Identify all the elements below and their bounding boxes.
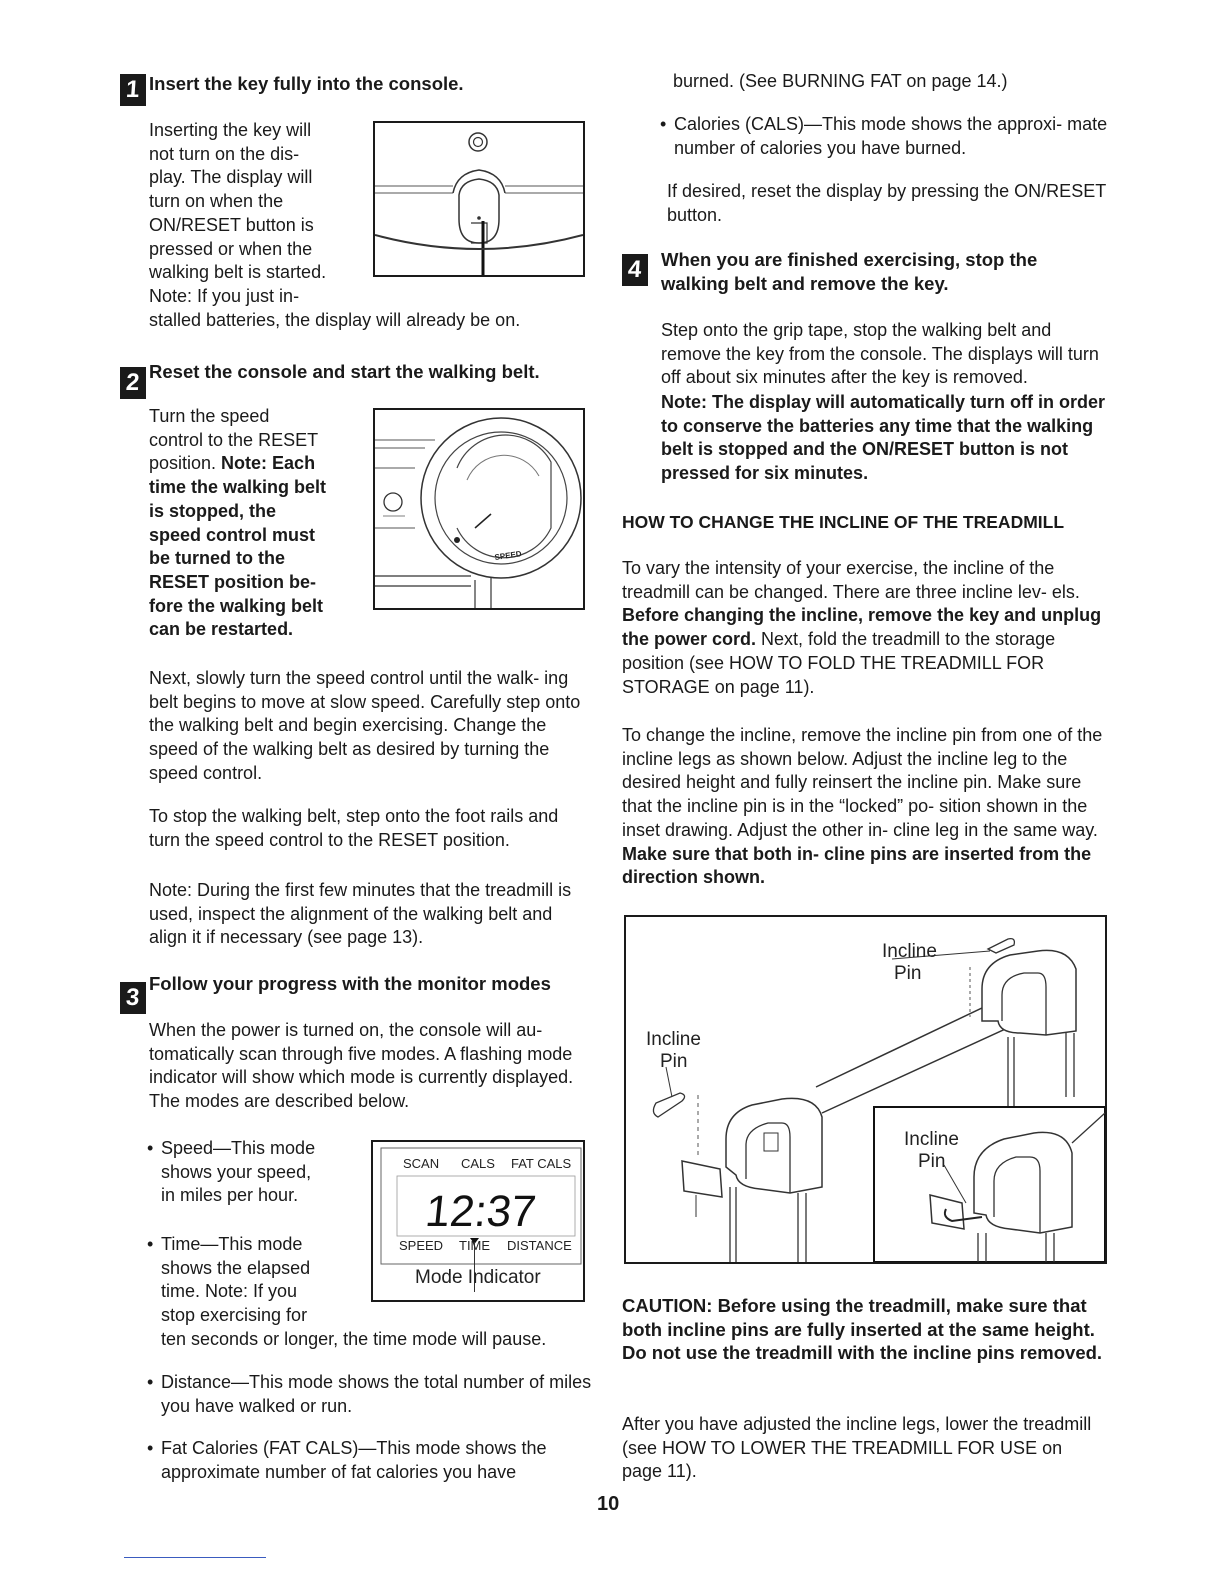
bullet-dot: • — [147, 1138, 154, 1158]
incline-pin-left-label-1: Incline — [646, 1029, 701, 1050]
reset-display-note: If desired, reset the display by pressing the ON/RESET button. — [667, 181, 1106, 225]
step-4-para: Step onto the grip tape, stop the walking belt and remove the key from the console. The displays will turn off about six minutes after the key is removed. — [661, 320, 1099, 388]
step-3-heading: Follow your progress with the monitor modes — [149, 973, 551, 994]
step-2-line: can be restarted. — [149, 619, 294, 640]
bullet-dot: • — [147, 1234, 154, 1254]
step-2-line: RESET position be- — [149, 571, 317, 592]
step-1-text-tail: stalled batteries, the display will already be on. — [149, 310, 521, 330]
display-digits: 12:37 — [423, 1187, 539, 1236]
bullet-line — [147, 1371, 597, 1418]
speed-control-figure — [373, 408, 585, 610]
time-mode-tail: ten seconds or longer, the time mode will pause. — [161, 1329, 547, 1349]
step-2-note-start: Note: Each — [221, 453, 316, 474]
display-label-speed: SPEED — [399, 1238, 444, 1253]
step-1-number-badge: 1 — [120, 74, 146, 106]
step-2-line-start: position. — [149, 453, 222, 474]
incline-leg-illustration — [626, 917, 1105, 1262]
step-4-note: Note: The display will automatically turn off in order to conserve the batteries any time that the walking belt is stopped and the ON/RESET button is not pressed for six minutes. — [661, 392, 1106, 484]
step-2-line: fore the walking belt — [149, 595, 324, 616]
time-mode-bullet — [147, 1233, 357, 1328]
step-3-number-badge: 3 — [120, 982, 146, 1014]
incline-para-1-start: To vary the intensity of your exercise, the incline of the treadmill can be changed. There are three incline lev- els. — [622, 558, 1080, 602]
bullet-line: shows your speed, — [161, 1161, 312, 1182]
speed-dial-label: SPEED — [494, 549, 523, 562]
calories-mode-bullet — [660, 113, 1110, 160]
step-1-text — [149, 119, 379, 309]
incline-pin-figure — [624, 915, 1107, 1264]
fat-calories-continued: burned. (See BURNING FAT on page 14.) — [673, 71, 1008, 91]
step-2-line — [149, 452, 379, 476]
bullet-line — [147, 1233, 357, 1257]
step-1-line: play. The display will — [149, 167, 313, 188]
step-2-text — [149, 405, 379, 642]
step-1-heading: Insert the key fully into the console. — [149, 73, 464, 94]
step-2-line: time the walking belt — [149, 477, 327, 498]
bullet-text: Time—This mode — [161, 1234, 303, 1254]
incline-para-1-warning: Before changing the incline, remove the key and unplug the power cord. — [622, 605, 1102, 650]
monitor-display-figure — [371, 1140, 585, 1302]
incline-final-para: After you have adjusted the incline legs, lower the treadmill (see HOW TO LOWER THE TREADMILL FOR USE on page 11). — [622, 1414, 1092, 1482]
incline-pin-top-label-1: Incline — [882, 941, 937, 962]
step-1-line: not turn on the dis- — [149, 143, 300, 164]
distance-mode-bullet — [147, 1371, 597, 1418]
bullet-line: stop exercising for — [161, 1305, 308, 1326]
incline-para-1 — [622, 557, 1106, 699]
step-2-number-badge: 2 — [120, 367, 146, 399]
bullet-line: time. Note: If you — [161, 1281, 298, 1302]
step-2-para-2: To stop the walking belt, step onto the foot rails and turn the speed control to the RESET position. — [149, 806, 559, 850]
step-2-line: speed control must — [149, 524, 316, 545]
step-4-heading: When you are finished exercising, stop the walking belt and remove the key. — [661, 249, 1038, 294]
bullet-text: Distance—This mode shows the total number of miles you have walked or run. — [161, 1372, 592, 1416]
bullet-dot: • — [147, 1438, 154, 1458]
bullet-dot: • — [660, 114, 667, 134]
step-2-line: Turn the speed — [149, 406, 270, 426]
display-label-fat-cals: FAT CALS — [511, 1156, 572, 1171]
step-2-para-1: Next, slowly turn the speed control until the walk- ing belt begins to move at slow speed. Carefully step onto the walking belt and begin exercising. Change the speed of the walking belt as desired by turning the speed control. — [149, 668, 581, 783]
key-console-figure — [373, 121, 585, 277]
bullet-line — [147, 1437, 603, 1484]
bullet-line: in miles per hour. — [161, 1185, 299, 1206]
bullet-text: Calories (CALS)—This mode shows the approxi- mate number of calories you have burned. — [674, 114, 1108, 158]
bullet-line — [147, 1137, 357, 1161]
fat-calories-mode-bullet — [147, 1437, 603, 1484]
incline-section-heading: HOW TO CHANGE THE INCLINE OF THE TREADMILL — [622, 512, 1065, 532]
step-1-line: pressed or when the — [149, 238, 313, 259]
step-2-line: control to the RESET — [149, 429, 319, 450]
caution-warning: CAUTION: Before using the treadmill, make sure that both incline pins are fully inserted at the same height. Do not use the treadmill with the incline pins removed. — [622, 1295, 1103, 1364]
incline-para-1-end: Next, fold the treadmill to the storage position (see HOW TO FOLD THE TREADMILL FOR STORAGE on page 11). — [622, 629, 1056, 697]
mode-indicator-caption: Mode Indicator — [415, 1267, 541, 1288]
speed-mode-bullet — [147, 1137, 357, 1208]
step-2-para-3: Note: During the first few minutes that the treadmill is used, inspect the alignment of the walking belt and align it if necessary (see page 13). — [149, 880, 572, 948]
display-label-distance: DISTANCE — [507, 1238, 572, 1253]
step-1-line: ON/RESET button is — [149, 214, 314, 235]
bullet-text: Fat Calories (FAT CALS)—This mode shows the approximate number of fat calories you have — [161, 1438, 547, 1482]
step-2-line: be turned to the — [149, 548, 285, 569]
bullet-line: shows the elapsed — [161, 1257, 311, 1278]
display-label-scan: SCAN — [403, 1156, 440, 1171]
step-4-number-badge: 4 — [622, 254, 648, 286]
key-insert-illustration — [375, 123, 583, 275]
incline-para-2-warning: Make sure that both in- cline pins are inserted from the direction shown. — [622, 843, 1092, 888]
display-label-time: TIME — [459, 1238, 491, 1253]
speed-dial-illustration — [375, 410, 583, 608]
incline-pin-inset-label-1: Incline — [904, 1129, 959, 1150]
page-number: 10 — [597, 1493, 620, 1515]
bullet-dot: • — [147, 1372, 154, 1392]
step-1-line: Inserting the key will — [149, 120, 312, 140]
step-2-heading: Reset the console and start the walking belt. — [149, 361, 540, 382]
step-2-line: is stopped, the — [149, 500, 277, 521]
bullet-text: Speed—This mode — [161, 1138, 316, 1158]
step-1-line: walking belt is started. — [149, 262, 327, 283]
console-display-illustration — [373, 1142, 583, 1300]
incline-pin-top-label-2: Pin — [894, 963, 922, 984]
incline-para-2-start: To change the incline, remove the incline pin from one of the incline legs as shown below. Adjust the incline leg to the desired height and fully reinsert the incline pin. Make sure that the incline pin is in the “locked” po- sition shown in the inset drawing. Adjust the other in- cline leg in the same way. — [622, 725, 1103, 840]
display-label-cals: CALS — [461, 1156, 495, 1171]
bullet-line — [660, 113, 1110, 160]
incline-pin-inset-label-2: Pin — [918, 1151, 946, 1172]
footer-rule — [124, 1557, 266, 1558]
incline-para-2 — [622, 724, 1106, 890]
step-3-intro: When the power is turned on, the console will au- tomatically scan through five modes. A flashing mode indicator will show which mode is currently displayed. The modes are described below. — [149, 1020, 574, 1112]
incline-pin-left-label-2: Pin — [660, 1051, 688, 1072]
step-1-line: turn on when the — [149, 191, 284, 212]
step-1-line: Note: If you just in- — [149, 285, 300, 306]
